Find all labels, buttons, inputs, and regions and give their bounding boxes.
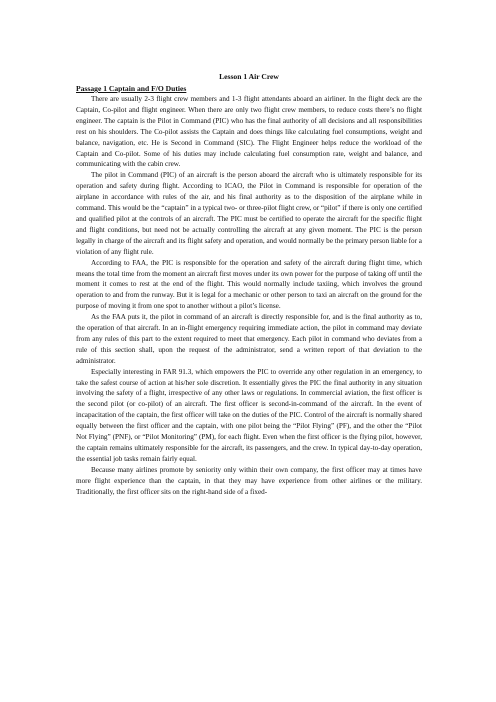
paragraph-pilot-in-command: The pilot in Command (PIC) of an aircraft is the person aboard the aircraft who is ultimately responsible for its operation and safety during flight. According to ICAO, the Pilot in Command is responsible for operation of the airplane in accordance with rules of the air, and his final authority as to the disposition of the airplane while in command. This would be the “captain” in a typical two- or three-pilot flight crew, or “pilot” if there is only one certified and qualified pilot at the controls of an aircraft. The PIC must be certified to operate the aircraft for the specific flight and flight conditions, but need not be actually controlling the aircraft at any given moment. The PIC is the person legally in charge of the aircraft and its flight safety and operation, and would normally be the primary person liable for a violation of any flight rule.: [76, 171, 422, 256]
lesson-title: Lesson 1 Air Crew: [219, 72, 279, 81]
paragraph-seniority: Because many airlines promote by seniority only within their own company, the first officer may at times have more flight experience than the captain, in that they may have experience from other airlines or the military. Traditionally, the first officer sits on the right-hand side of a fixed-: [76, 465, 422, 496]
paragraph-crew-overview: There are usually 2-3 flight crew members and 1-3 flight attendants aboard an airliner. In the flight deck are the Captain, Co-pilot and flight engineer. When there are only two flight crew members, to reduce costs there’s no flight engineer. The captain is the Pilot in Command (PIC) who has the final authority of all decisions and all responsibilities rest on his shoulders. The Co-pilot assists the Captain and does things like calculating fuel consumptions, weight and balance, navigation, etc. He is Second in Command (SIC). The Flight Engineer helps reduce the workload of the Captain and Co-pilot. Some of his duties may include calculating fuel consumption rate, weight and balance, and communicating with the cabin crew.: [76, 95, 422, 169]
document-page: [76, 72, 422, 498]
paragraph-far-91-3: Especially interesting in FAR 91.3, which empowers the PIC to override any other regulation in an emergency, to take the safest course of action at his/her sole discretion. It essentially gives the PIC the final authority in any situation involving the safety of a flight, irrespective of any other laws or regulations. In commercial aviation, the first officer is the second pilot (or co-pilot) of an aircraft. The first officer is second-in-command of the aircraft. In the event of incapacitation of the captain, the first officer will take on the duties of the PIC. Control of the aircraft is normally shared equally between the first officer and the captain, with one pilot being the “Pilot Flying” (PF), and the other the “Pilot Not Flying” (PNF), or “Pilot Monitoring” (PM), for each flight. Even when the first officer is the flying pilot, however, the captain remains ultimately responsible for the aircraft, its passengers, and the crew. In typical day-to-day operation, the essential job tasks remain fairly equal.: [76, 367, 422, 463]
passage-heading: Passage 1 Captain and F/O Duties: [76, 84, 187, 93]
paragraph-faa-authority: As the FAA puts it, the pilot in command of an aircraft is directly responsible for, and is the final authority as to, the operation of that aircraft. In an in-flight emergency requiring immediate action, the pilot in command may deviate from any rules of this part to the extent required to meet that emergency. Each pilot in command who deviates from a rule of this section shall, upon the request of the administrator, send a written report of that deviation to the administrator.: [76, 313, 422, 365]
paragraph-faa-flight-time: According to FAA, the PIC is responsible for the operation and safety of the aircraft during flight time, which means the total time from the moment an aircraft first moves under its own power for the purpose of taking off until the moment it comes to rest at the end of the flight. This would normally include taxiing, which involves the ground operation to and from the runway. But it is legal for a mechanic or other person to taxi an aircraft on the ground for the purpose of moving it from one spot to another without a pilot’s license.: [76, 258, 422, 311]
